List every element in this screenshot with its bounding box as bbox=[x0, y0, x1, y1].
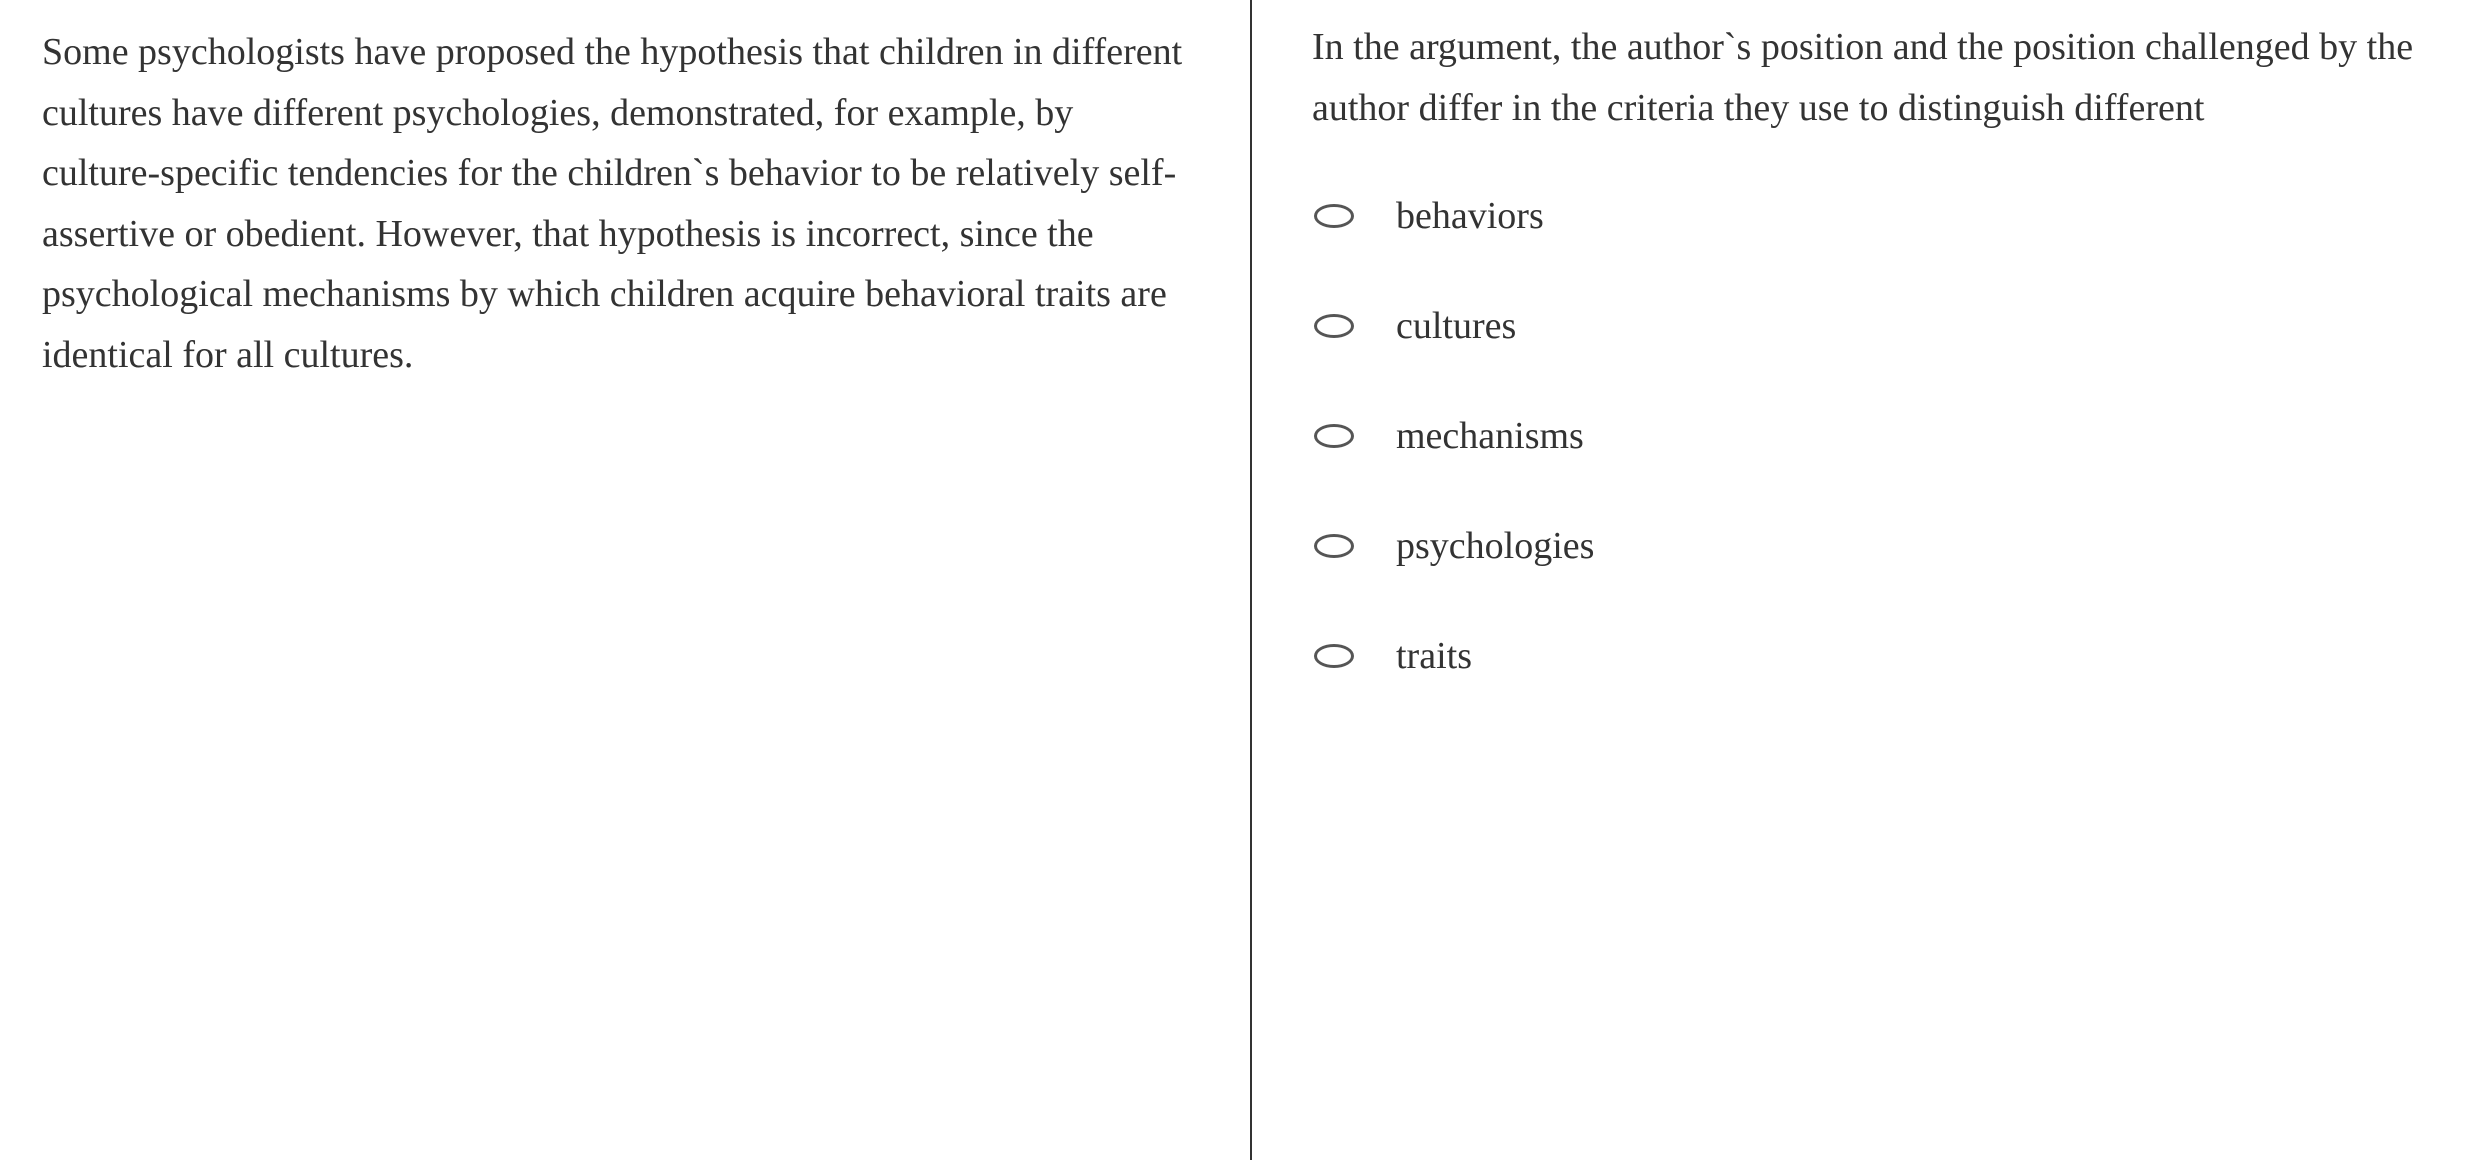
answer-options bbox=[1314, 186, 1594, 736]
answer-option-psychologies[interactable] bbox=[1314, 516, 1594, 576]
option-label: behaviors bbox=[1396, 195, 1544, 237]
answer-option-cultures[interactable] bbox=[1314, 296, 1594, 356]
option-label: traits bbox=[1396, 635, 1472, 677]
question-pane bbox=[1252, 0, 2492, 1160]
answer-option-mechanisms[interactable] bbox=[1314, 406, 1594, 466]
option-label: mechanisms bbox=[1396, 415, 1584, 457]
radio-button[interactable] bbox=[1314, 644, 1354, 668]
option-label: psychologies bbox=[1396, 525, 1595, 567]
question-stem: In the argument, the author`s position and the position challenged by the author differ in the criteria they use to distinguish different bbox=[1312, 26, 2414, 129]
answer-option-behaviors[interactable] bbox=[1314, 186, 1594, 246]
answer-option-traits[interactable] bbox=[1314, 626, 1594, 686]
radio-button[interactable] bbox=[1314, 424, 1354, 448]
option-label: cultures bbox=[1396, 305, 1517, 347]
radio-button[interactable] bbox=[1314, 534, 1354, 558]
radio-button[interactable] bbox=[1314, 204, 1354, 228]
radio-button[interactable] bbox=[1314, 314, 1354, 338]
passage-text: Some psychologists have proposed the hypothesis that children in different cultures have different psychologies, demonstrated, for example, by culture-specific tendencies for the children`s behavior to be relatively self-assertive or obedient. However, that hypothesis is incorrect, since the psychological mechanisms by which children acquire behavioral traits are identical for all cultures. bbox=[42, 31, 1183, 376]
